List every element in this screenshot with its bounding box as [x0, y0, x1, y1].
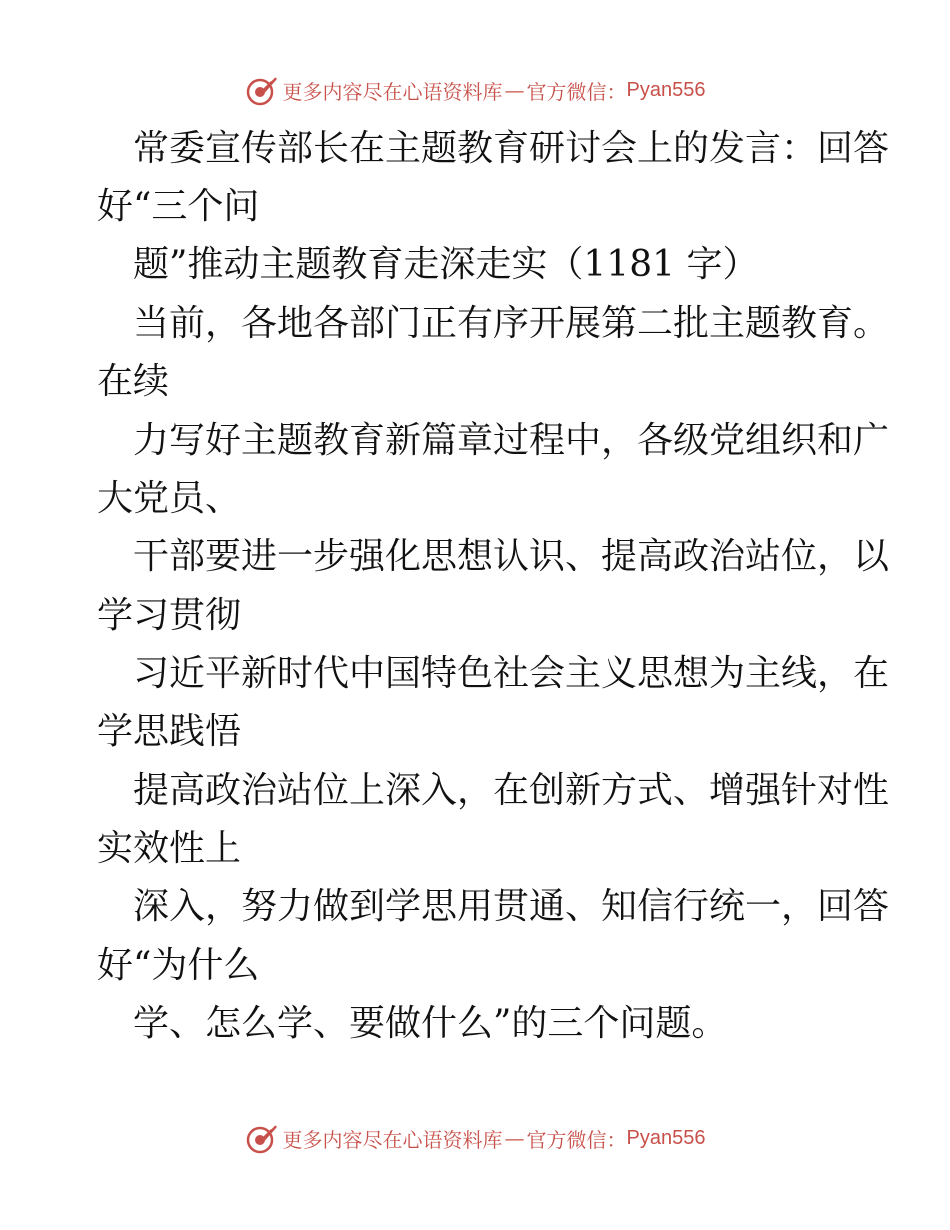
footer-watermark-banner: [0, 1118, 950, 1158]
header-dash: —: [504, 78, 525, 102]
header-site-text: 更多内容尽在心语资料库: [282, 79, 503, 104]
text-line: 学思践悟: [97, 711, 242, 752]
text-line: 学、怎么学、要做什么”的三个问题。: [133, 1003, 728, 1044]
header-watermark-banner: [0, 70, 950, 110]
footer-dash: —: [504, 1126, 525, 1150]
text-line: 大党员、: [97, 478, 242, 519]
footer-contact-label: 官方微信：: [526, 1127, 627, 1152]
text-line: 好“为什么: [97, 945, 260, 986]
header-contact-label: 官方微信：: [526, 79, 627, 104]
text-line: 当前，各地各部门正有序开展第二批主题教育。: [133, 303, 890, 344]
text-line: 学习贯彻: [97, 595, 242, 636]
text-line: 在续: [97, 361, 170, 402]
text-line: 常委宣传部长在主题教育研讨会上的发言：回答: [133, 128, 890, 169]
text-line: 深入，努力做到学思用贯通、知信行统一，回答: [133, 886, 890, 927]
header-contact-id: Pyan556: [626, 78, 706, 101]
text-line: 习近平新时代中国特色社会主义思想为主线，在: [133, 653, 890, 694]
feather-pen-logo-icon: [245, 73, 279, 107]
text-line: 实效性上: [97, 828, 242, 869]
text-line: 干部要进一步强化思想认识、提高政治站位，以: [133, 536, 890, 577]
footer-site-text: 更多内容尽在心语资料库: [282, 1127, 503, 1152]
feather-pen-logo-icon: [245, 1121, 279, 1155]
text-line: 题”推动主题教育走深走实（1181 字）: [133, 244, 759, 285]
text-line: 提高政治站位上深入，在创新方式、增强针对性: [133, 770, 890, 811]
footer-contact-id: Pyan556: [626, 1126, 706, 1149]
text-line: 力写好主题教育新篇章过程中，各级党组织和广: [133, 420, 890, 461]
text-line: 好“三个问: [97, 186, 260, 227]
